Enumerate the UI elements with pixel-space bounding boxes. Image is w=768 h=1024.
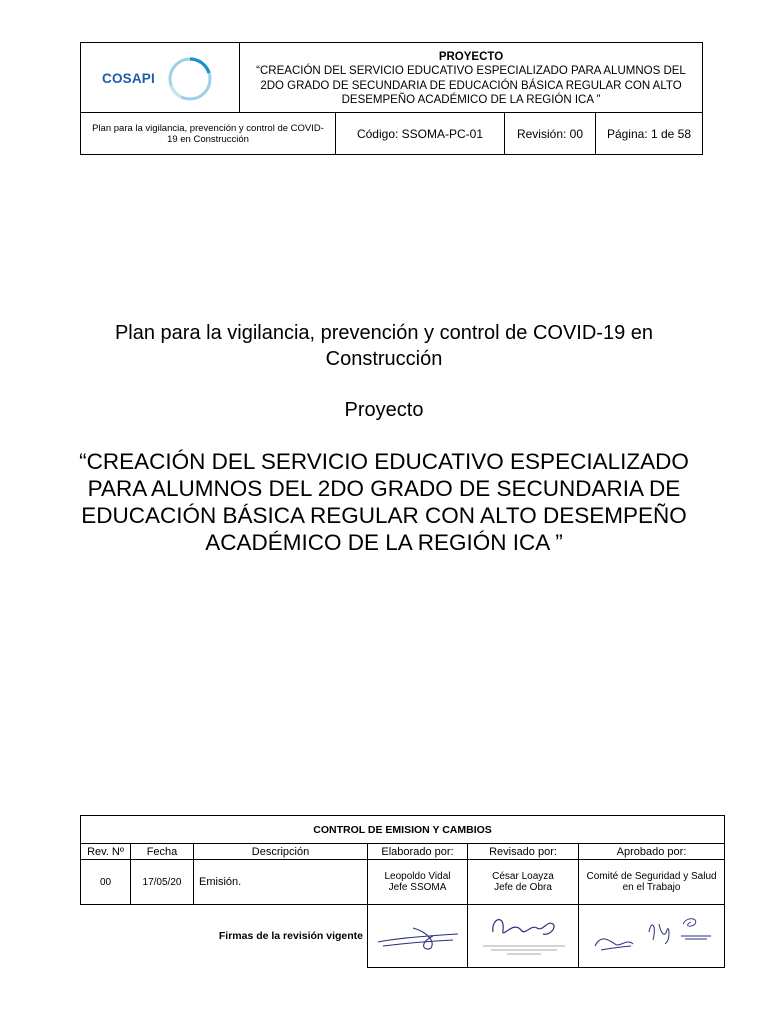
control-table-header-row bbox=[81, 844, 725, 860]
approved-by-line2: en el Trabajo bbox=[622, 882, 681, 893]
approved-signatures bbox=[587, 910, 717, 962]
revision-number: 00 bbox=[81, 860, 131, 905]
header-plan-cell bbox=[81, 113, 336, 154]
revision-description: Emisión. bbox=[194, 860, 368, 905]
reviewed-by-cell bbox=[468, 860, 579, 905]
reviewed-by-role: Jefe de Obra bbox=[494, 882, 552, 893]
reviewed-signature-cell bbox=[468, 905, 579, 968]
table-row bbox=[81, 860, 725, 905]
project-name-title: “CREACIÓN DEL SERVICIO EDUCATIVO ESPECIALIZADO PARA ALUMNOS DEL 2DO GRADO DE SECUNDARIA DE EDUCACIÓN BÁSICA REGULAR CON ALTO DESEMPEÑO ACADÉMICO DE LA REGIÓN ICA ” bbox=[79, 449, 689, 555]
company-logo-ring-icon bbox=[167, 56, 213, 102]
approved-signatures-cell bbox=[579, 905, 725, 968]
project-word: Proyecto bbox=[344, 399, 424, 421]
column-header: Elaborado por: bbox=[368, 844, 468, 860]
prepared-by-name: Leopoldo Vidal bbox=[384, 871, 451, 882]
reviewed-by-name: César Loayza bbox=[492, 871, 554, 882]
column-header: Revisado por: bbox=[468, 844, 579, 860]
prepared-signature-cell bbox=[368, 905, 468, 968]
company-logo-text: COSAPI bbox=[102, 71, 155, 86]
control-table-title: CONTROL DE EMISION Y CAMBIOS bbox=[81, 816, 725, 844]
header-top-row bbox=[81, 43, 702, 113]
column-header: Rev. Nº bbox=[81, 844, 131, 860]
column-header: Aprobado por: bbox=[579, 844, 725, 860]
control-table bbox=[80, 815, 725, 968]
reviewed-signature-stamp bbox=[473, 910, 573, 962]
header-project-label: PROYECTO bbox=[438, 51, 504, 63]
prepared-by-role: Jefe SSOMA bbox=[388, 882, 447, 893]
control-table-title-row bbox=[81, 816, 725, 844]
header-project-cell bbox=[240, 43, 702, 112]
column-header: Descripción bbox=[194, 844, 368, 860]
approved-by-cell bbox=[579, 860, 725, 905]
header-code-cell bbox=[336, 113, 505, 154]
document-main-title: Plan para la vigilancia, prevención y control de COVID-19 en Construcción bbox=[114, 322, 654, 370]
document-revision: Revisión: 00 bbox=[516, 126, 584, 141]
header-page-cell bbox=[596, 113, 702, 154]
header-project-title: “CREACIÓN DEL SERVICIO EDUCATIVO ESPECIALIZADO PARA ALUMNOS DEL 2DO GRADO DE SECUNDARIA DE EDUCACIÓN BÁSICA REGULAR CON ALTO DESEMPEÑO ACADÉMICO DE LA REGIÓN ICA ” bbox=[256, 65, 686, 106]
approved-by-line1: Comité de Seguridad y Salud bbox=[586, 871, 717, 882]
revision-date: 17/05/20 bbox=[131, 860, 194, 905]
page-number: Página: 1 de 58 bbox=[606, 126, 692, 141]
prepared-signature bbox=[373, 916, 463, 956]
signatures-label: Firmas de la revisión vigente bbox=[218, 930, 363, 943]
column-header: Fecha bbox=[131, 844, 194, 860]
signatures-row bbox=[81, 905, 725, 968]
header-plan-name: Plan para la vigilancia, prevención y control de COVID-19 en Construcción bbox=[92, 122, 324, 145]
prepared-by-cell bbox=[368, 860, 468, 905]
document-header bbox=[80, 42, 703, 155]
header-bottom-row bbox=[81, 113, 702, 155]
header-revision-cell bbox=[505, 113, 596, 154]
document-code: Código: SSOMA-PC-01 bbox=[356, 126, 484, 141]
logo-cell bbox=[81, 43, 240, 112]
